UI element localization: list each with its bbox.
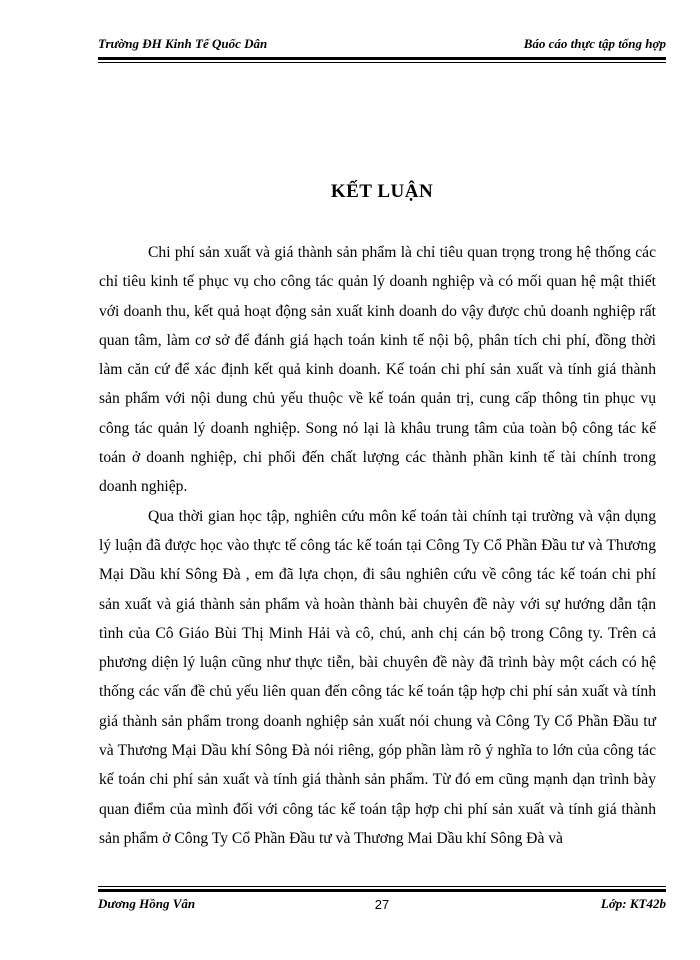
- page-title: KẾT LUẬN: [330, 181, 434, 202]
- header-rule-thin: [98, 62, 666, 63]
- page-footer: [98, 894, 666, 916]
- footer-rule-thick: [98, 889, 666, 892]
- footer-class: Lớp: KT42b: [600, 896, 666, 911]
- footer-rule-thin: [98, 886, 666, 887]
- page-number: 27: [374, 897, 390, 912]
- header-rule-thick: [98, 57, 666, 60]
- body-text: [99, 238, 656, 853]
- footer-author: Dương Hồng Vân: [98, 896, 196, 911]
- header-university: Trường ĐH Kinh Tế Quốc Dân: [98, 36, 268, 51]
- page-header: [98, 34, 666, 56]
- header-report-title: Báo cáo thực tập tổng hợp: [523, 36, 666, 51]
- paragraph-2: Qua thời gian học tập, nghiên cứu môn kế toán tài chính tại trường và vận dụng lý luận đã được học vào thực tế công tác kế toán tại Công Ty Cổ Phần Đầu tư và Thương Mại Dầu khí Sông Đà , em đã lựa chọn, đi sâu nghiên cứu về công tác kế toán chi phí sản xuất và giá thành sản phẩm và hoàn thành bài chuyên đề này với sự hướng dẫn tận tình của Cô Giáo Bùi Thị Minh Hải và cô, chú, anh chị cán bộ trong Công ty. Trên cả phương diện lý luận cũng như thực tiễn, bài chuyên đề này đã trình bày một cách có hệ thống các vấn đề chủ yếu liên quan đến công tác kế toán tập hợp chi phí sản xuất và tính giá thành sản phẩm trong doanh nghiệp sản xuất nói chung và Công Ty Cổ Phần Đầu tư và Thương Mại Dầu khí Sông Đà nói riêng, góp phần làm rõ ý nghĩa to lớn của công tác kế toán chi phí sản xuất và tính giá thành sản phẩm. Từ đó em cũng mạnh dạn trình bày quan điểm của mình đối với công tác kế toán tập hợp chi phí sản xuất và tính giá thành sản phẩm ở Công Ty Cổ Phần Đầu tư và Thương Mai Dầu khí Sông Đà và: [99, 507, 656, 847]
- paragraph-1: Chi phí sản xuất và giá thành sản phẩm là chỉ tiêu quan trọng trong hệ thống các chỉ tiêu kinh tế phục vụ cho công tác quản lý doanh nghiệp và có mối quan hệ mật thiết với doanh thu, kết quả hoạt động sản xuất kinh doanh do vậy được chủ doanh nghiệp rất quan tâm, làm cơ sở để đánh giá hạch toán kinh tế nội bộ, phân tích chi phí, đồng thời làm căn cứ để xác định kết quả kinh doanh. Kế toán chi phí sản xuất và tính giá thành sản phẩm với nội dung chủ yếu thuộc về kế toán quản trị, cung cấp thông tin phục vụ công tác quản lý doanh nghiệp. Song nó lại là khâu trung tâm của toàn bộ công tác kế toán ở doanh nghiệp, chi phối đến chất lượng các thành phần kinh tế tài chính trong doanh nghiệp.: [99, 244, 656, 496]
